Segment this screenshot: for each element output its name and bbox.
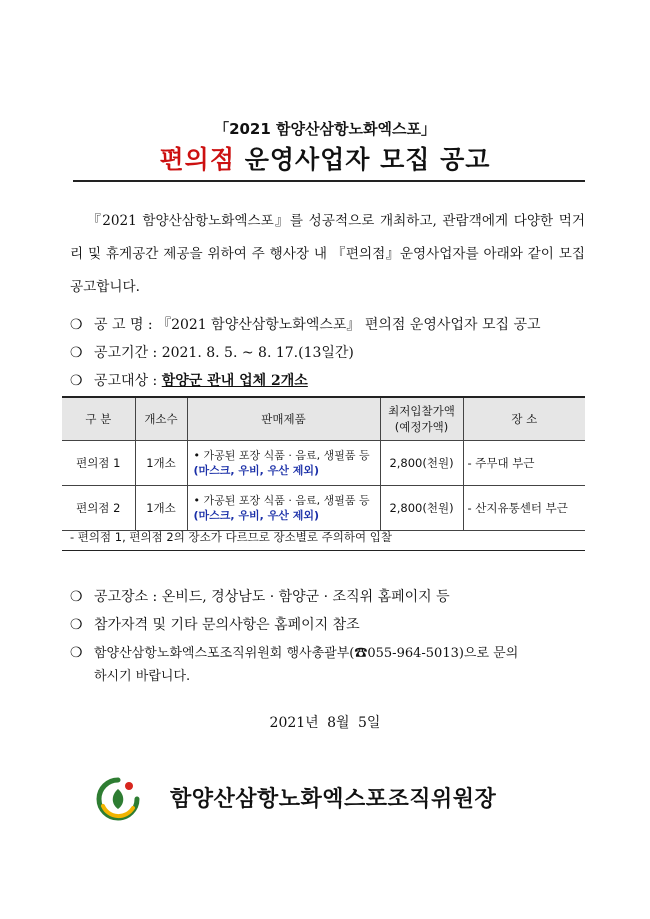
document-subtitle: 「2021 함양산삼항노화엑스포」 xyxy=(214,120,436,138)
title-rest: 운영사업자 모집 공고 xyxy=(234,145,491,174)
header-products: 판매제품 xyxy=(187,397,380,441)
announcement-date: 2021년 8월 5일 xyxy=(269,715,381,731)
header-category: 구 분 xyxy=(62,397,135,441)
table-note: - 편의점 1, 편의점 2의 장소가 다르므로 장소별로 주의하여 입찰 xyxy=(70,530,392,544)
bullet-text: 함양산삼항노화엑스포조직위원회 행사총괄부(☎055-964-5013)으로 문의 xyxy=(94,646,519,661)
cell-product xyxy=(187,441,380,486)
cell-count: 1개소 xyxy=(135,441,187,486)
bullet-mark: ❍ xyxy=(70,373,83,389)
bullet-mark: ❍ xyxy=(70,589,83,605)
bullet-text: 참가자격 및 기타 문의사항은 홈페이지 참조 xyxy=(94,617,360,633)
bullet-text: 공고장소 : 온비드, 경상남도 · 함양군 · 조직위 홈페이지 등 xyxy=(94,589,450,605)
bullet-qualification xyxy=(70,613,360,637)
organization-name: 함양산삼항노화엑스포조직위원장 xyxy=(170,787,497,812)
table-row xyxy=(62,441,585,486)
bullet-contact xyxy=(70,641,518,666)
bullet-period xyxy=(70,341,354,365)
table-bottom-rule xyxy=(62,550,585,551)
bullet-contact-cont: 하시기 바랍니다. xyxy=(94,669,191,684)
bullet-mark: ❍ xyxy=(70,345,83,361)
title-accent: 편의점 xyxy=(159,145,235,174)
bullet-highlight: 함양군 관내 업체 2개소 xyxy=(161,373,308,389)
intro-paragraph xyxy=(70,205,585,304)
document-title xyxy=(0,140,650,176)
bullet-title xyxy=(70,313,541,337)
product-text: • 가공된 포장 식품 · 음료, 생필품 등 xyxy=(193,449,370,462)
bullet-place xyxy=(70,585,450,609)
header-location: 장 소 xyxy=(463,397,585,441)
product-text: • 가공된 포장 식품 · 음료, 생필품 등 xyxy=(193,494,370,507)
cell-location: - 주무대 부근 xyxy=(463,441,585,486)
bullet-text: 공고기간 : 2021. 8. 5. ~ 8. 17.(13일간) xyxy=(94,345,354,361)
title-underline xyxy=(73,180,585,182)
table-row xyxy=(62,486,585,531)
bullet-mark: ❍ xyxy=(70,617,83,633)
intro-text: 『2021 함양산삼항노화엑스포』를 성공적으로 개최하고, 관람객에게 다양한 먹거리 및 휴게공간 제공을 위하여 주 행사장 내 『편의점』운영사업자를 아래와 같이 모집 공고합니다. xyxy=(70,213,585,295)
cell-location: - 산지유통센터 부근 xyxy=(463,486,585,531)
product-note: (마스크, 우비, 우산 제외) xyxy=(193,509,320,522)
bullet-text: 공 고 명 : 『2021 함양산삼항노화엑스포』 편의점 운영사업자 모집 공고 xyxy=(94,317,541,333)
product-note: (마스크, 우비, 우산 제외) xyxy=(193,464,320,477)
cell-count: 1개소 xyxy=(135,486,187,531)
cell-product xyxy=(187,486,380,531)
bullet-target xyxy=(70,369,308,393)
organization-logo-icon xyxy=(95,776,141,826)
header-price: 최저입찰가액 (예정가액) xyxy=(380,397,463,441)
bullet-mark: ❍ xyxy=(70,317,83,333)
cell-price: 2,800(천원) xyxy=(380,486,463,531)
cell-price: 2,800(천원) xyxy=(380,441,463,486)
cell-name: 편의점 2 xyxy=(62,486,135,531)
header-count: 개소수 xyxy=(135,397,187,441)
bullet-label: 공고대상 : xyxy=(94,373,162,389)
cell-name: 편의점 1 xyxy=(62,441,135,486)
table-header-row xyxy=(62,397,585,441)
convenience-store-table xyxy=(62,396,585,531)
bullet-mark: ❍ xyxy=(70,645,83,661)
